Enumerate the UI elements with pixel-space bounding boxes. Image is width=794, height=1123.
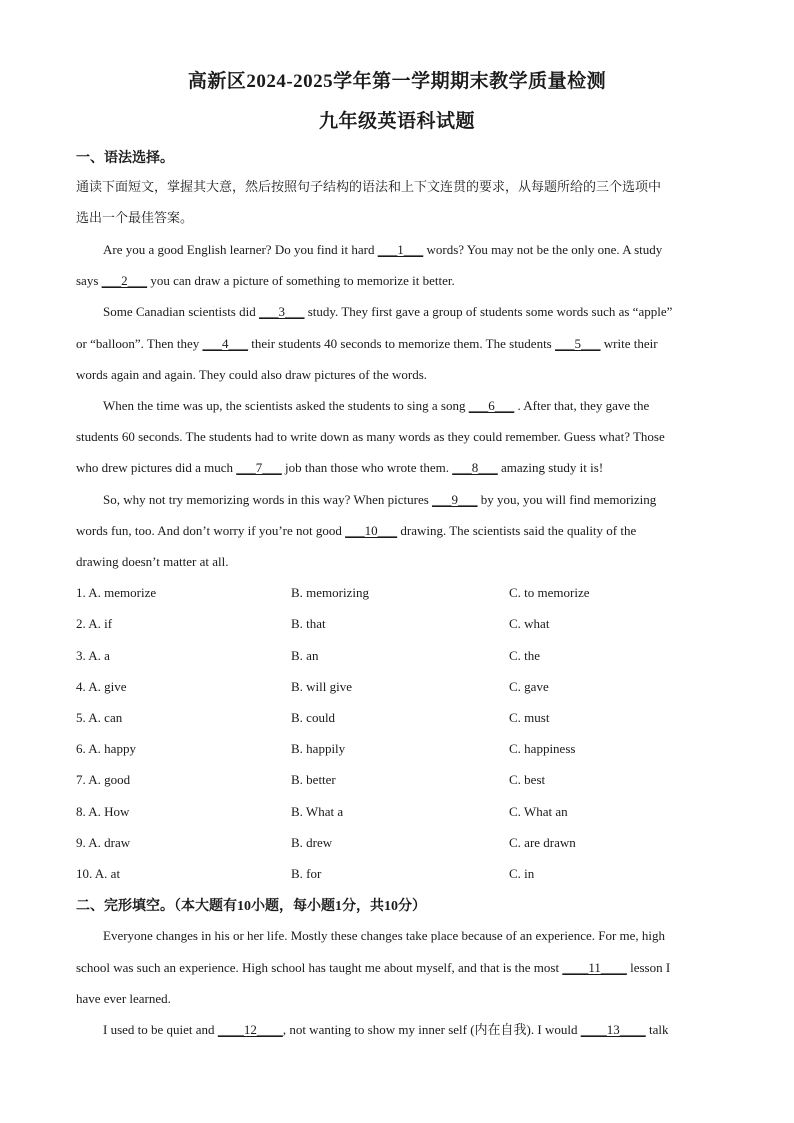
passage-text: amazing study it is! [497,460,604,475]
passage-text: school was such an experience. High school has taught me about myself, and that is the most [76,960,563,975]
passage-text: says [76,273,102,288]
passage-line: have ever learned. [76,991,171,1006]
option-b: B. drew [291,835,333,850]
passage-line [103,1021,718,1039]
blank-5: ___5___ [555,336,601,351]
option-b: B. could [291,710,336,725]
section2-heading: 二、完形填空。（本大题有10小题，每小题1分，共10分） [76,899,426,914]
blank-1: ___1___ [377,242,424,257]
question-row [76,647,718,665]
question-row [76,584,718,602]
section1-instructions-line1: 通读下面短文，掌握其大意，然后按照句子结构的语法和上下文连贯的要求，从每题所给的三个选项中 [76,179,662,194]
question-row [76,834,718,852]
exam-title: 高新区2024-2025学年第一学期期末教学质量检测 [187,71,607,92]
option-b: B. will give [291,679,353,694]
option-c: C. what [509,616,550,631]
option-a: 8. A. How [76,804,130,819]
passage-text: drawing. The scientists said the quality of the [397,523,637,538]
passage-text: who drew pictures did a much [76,460,237,475]
passage-text: or “balloon”. Then they [76,336,203,351]
blank-2: ___2___ [101,273,148,288]
passage-text: lesson I [626,960,671,975]
option-b: B. better [291,772,336,787]
question-row [76,803,718,821]
blank-12: ____12____ [217,1022,283,1037]
passage-line [76,272,718,290]
exam-subtitle: 九年级英语科试题 [318,111,475,132]
passage-text: words? You may not be the only one. A study [423,242,663,257]
question-row [76,740,718,758]
option-b: B. What a [291,804,344,819]
question-row [76,678,718,696]
passage-line: words again and again. They could also draw pictures of the words. [76,367,428,382]
option-b: B. memorizing [291,585,369,600]
option-a: 7. A. good [76,772,131,787]
option-c: C. to memorize [509,585,590,600]
passage-text: words fun, too. And don’t worry if you’re not good [76,523,346,538]
question-row [76,709,718,727]
passage-text: . After that, they gave the [514,398,650,413]
option-a: 1. A. memorize [76,585,157,600]
option-b: B. happily [291,741,346,756]
option-c: C. the [509,648,541,663]
question-row [76,771,718,789]
option-b: B. an [291,648,319,663]
passage-text: So, why not try memorizing words in this way? When pictures [103,492,433,507]
option-a: 10. A. at [76,866,121,881]
option-a: 3. A. a [76,648,110,663]
passage-line [103,241,718,259]
blank-11: ____11____ [562,960,627,975]
passage-text: When the time was up, the scientists asked the students to sing a song [103,398,469,413]
passage-text: Some Canadian scientists did [103,304,259,319]
blank-7: ___7___ [236,460,282,475]
passage-line [76,522,718,540]
question-row [76,615,718,633]
passage-line [76,959,718,977]
blank-4: ___4___ [202,336,248,351]
option-a: 6. A. happy [76,741,136,756]
option-c: C. in [509,866,535,881]
passage-text: study. They first gave a group of students some words such as “apple” [304,304,673,319]
option-c: C. must [509,710,550,725]
option-c: C. best [509,772,546,787]
passage-text: write their [600,336,658,351]
option-b: B. that [291,616,326,631]
blank-13: ____13____ [580,1022,646,1037]
passage-text: , not wanting to show my inner self (内在自我). I would [282,1022,581,1037]
passage-text: you can draw a picture of something to memorize it better. [147,273,455,288]
option-a: 2. A. if [76,616,113,631]
passage-line [103,491,718,509]
option-a: 4. A. give [76,679,127,694]
section1-heading: 一、语法选择。 [76,151,174,166]
passage-line [103,397,718,415]
question-row [76,865,718,883]
section1-instructions-line2: 选出一个最佳答案。 [76,210,194,225]
option-a: 9. A. draw [76,835,131,850]
passage-line [103,303,718,321]
passage-line: Everyone changes in his or her life. Mostly these changes take place because of an experience. For me, high [103,928,666,943]
option-c: C. happiness [509,741,576,756]
blank-3: ___3___ [258,304,305,319]
passage-text: their students 40 seconds to memorize them. The students [247,336,555,351]
passage-line: students 60 seconds. The students had to write down as many words as they could remember. Guess what? Those [76,429,665,444]
passage-text: by you, you will find memorizing [477,492,657,507]
option-c: C. gave [509,679,549,694]
blank-6: ___6___ [468,398,515,413]
blank-8: ___8___ [452,460,498,475]
option-c: C. are drawn [509,835,576,850]
passage-line [76,335,718,353]
blank-10: ___10___ [345,523,398,538]
option-c: C. What an [509,804,568,819]
passage-text: talk [645,1022,669,1037]
passage-line [76,459,718,477]
blank-9: ___9___ [432,492,478,507]
option-b: B. for [291,866,322,881]
passage-text: I used to be quiet and [103,1022,218,1037]
option-a: 5. A. can [76,710,123,725]
passage-text: job than those who wrote them. [281,460,453,475]
passage-text: Are you a good English learner? Do you find it hard [103,242,378,257]
passage-line: drawing doesn’t matter at all. [76,554,229,569]
